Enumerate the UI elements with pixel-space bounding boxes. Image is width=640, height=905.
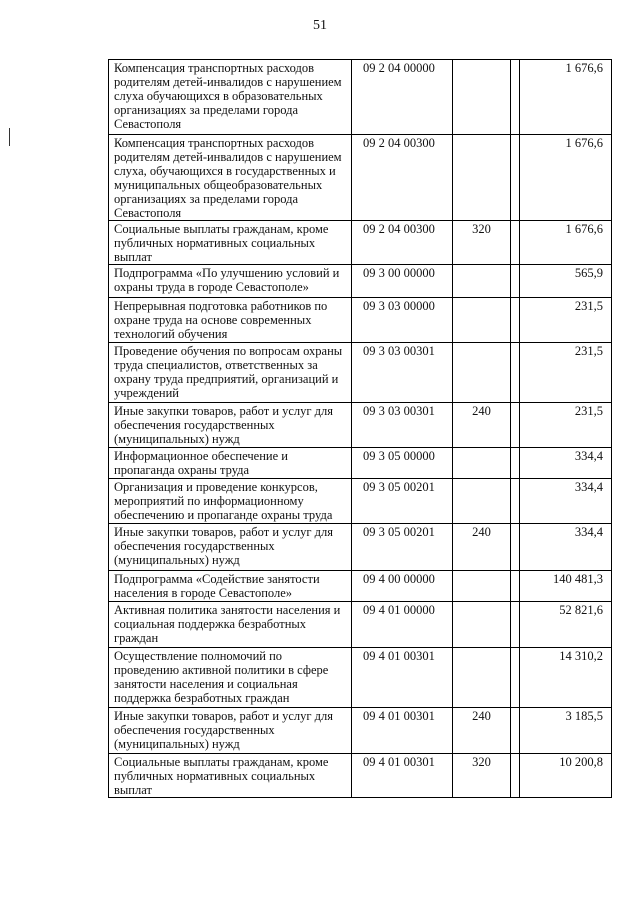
row-blank-cell xyxy=(511,221,520,265)
row-code: 09 4 01 00301 xyxy=(352,708,453,754)
row-blank-cell xyxy=(511,265,520,298)
row-expense-type: 320 xyxy=(453,221,511,265)
budget-table-body xyxy=(109,60,612,798)
row-amount: 14 310,2 xyxy=(520,648,612,708)
row-expense-type: 240 xyxy=(453,708,511,754)
row-expense-type xyxy=(453,602,511,648)
row-amount: 1 676,6 xyxy=(520,60,612,135)
table-row xyxy=(109,448,612,479)
table-row xyxy=(109,648,612,708)
row-expense-type xyxy=(453,648,511,708)
row-amount: 1 676,6 xyxy=(520,221,612,265)
row-code: 09 4 01 00301 xyxy=(352,648,453,708)
row-code: 09 3 00 00000 xyxy=(352,265,453,298)
row-name: Непрерывная подготовка работников по охране труда на основе современных технологий обучения xyxy=(109,298,352,343)
row-name: Иные закупки товаров, работ и услуг для обеспечения государственных (муниципальных) нужд xyxy=(109,708,352,754)
row-expense-type xyxy=(453,60,511,135)
row-amount: 334,4 xyxy=(520,524,612,571)
row-blank-cell xyxy=(511,448,520,479)
row-amount: 3 185,5 xyxy=(520,708,612,754)
table-row xyxy=(109,221,612,265)
row-blank-cell xyxy=(511,571,520,602)
row-blank-cell xyxy=(511,298,520,343)
row-code: 09 3 05 00201 xyxy=(352,524,453,571)
row-amount: 231,5 xyxy=(520,298,612,343)
margin-mark xyxy=(9,128,10,146)
row-expense-type xyxy=(453,298,511,343)
row-code: 09 2 04 00000 xyxy=(352,60,453,135)
row-blank-cell xyxy=(511,479,520,524)
row-blank-cell xyxy=(511,403,520,448)
table-row xyxy=(109,602,612,648)
row-expense-type: 320 xyxy=(453,754,511,798)
table-row xyxy=(109,343,612,403)
row-code: 09 2 04 00300 xyxy=(352,135,453,221)
row-name: Компенсация транспортных расходов родителям детей-инвалидов с нарушением слуха, обучающихся в государственных и муниципальных общеобразовательных организациях за пределами города Севастополя xyxy=(109,135,352,221)
row-blank-cell xyxy=(511,60,520,135)
row-amount: 231,5 xyxy=(520,343,612,403)
row-amount: 1 676,6 xyxy=(520,135,612,221)
budget-table xyxy=(108,59,612,798)
row-code: 09 3 05 00201 xyxy=(352,479,453,524)
row-code: 09 4 00 00000 xyxy=(352,571,453,602)
row-code: 09 4 01 00301 xyxy=(352,754,453,798)
row-code: 09 3 03 00301 xyxy=(352,403,453,448)
row-expense-type xyxy=(453,135,511,221)
row-amount: 52 821,6 xyxy=(520,602,612,648)
row-name: Подпрограмма «По улучшению условий и охраны труда в городе Севастополе» xyxy=(109,265,352,298)
row-blank-cell xyxy=(511,708,520,754)
table-row xyxy=(109,265,612,298)
table-row xyxy=(109,571,612,602)
row-expense-type xyxy=(453,479,511,524)
table-row xyxy=(109,60,612,135)
row-expense-type xyxy=(453,343,511,403)
row-name: Осуществление полномочий по проведению активной политики в сфере занятости населения и социальная поддержка безработных граждан xyxy=(109,648,352,708)
row-expense-type xyxy=(453,448,511,479)
table-row xyxy=(109,708,612,754)
table-row xyxy=(109,298,612,343)
row-code: 09 3 03 00301 xyxy=(352,343,453,403)
row-code: 09 4 01 00000 xyxy=(352,602,453,648)
row-amount: 334,4 xyxy=(520,448,612,479)
table-row xyxy=(109,754,612,798)
row-name: Организация и проведение конкурсов, мероприятий по информационному обеспечению и пропаганде охраны труда xyxy=(109,479,352,524)
row-blank-cell xyxy=(511,754,520,798)
row-blank-cell xyxy=(511,602,520,648)
row-name: Подпрограмма «Содействие занятости населения в городе Севастополе» xyxy=(109,571,352,602)
row-code: 09 3 03 00000 xyxy=(352,298,453,343)
table-row xyxy=(109,135,612,221)
row-amount: 140 481,3 xyxy=(520,571,612,602)
row-amount: 231,5 xyxy=(520,403,612,448)
row-name: Социальные выплаты гражданам, кроме публичных нормативных социальных выплат xyxy=(109,754,352,798)
page-number: 51 xyxy=(313,18,327,33)
row-name: Компенсация транспортных расходов родителям детей-инвалидов с нарушением слуха обучающихся в образовательных организациях за пределами города Севастополя xyxy=(109,60,352,135)
table-row xyxy=(109,524,612,571)
row-expense-type xyxy=(453,265,511,298)
row-code: 09 2 04 00300 xyxy=(352,221,453,265)
row-amount: 565,9 xyxy=(520,265,612,298)
row-blank-cell xyxy=(511,648,520,708)
table-row xyxy=(109,479,612,524)
row-blank-cell xyxy=(511,135,520,221)
row-amount: 10 200,8 xyxy=(520,754,612,798)
row-name: Активная политика занятости населения и социальная поддержка безработных граждан xyxy=(109,602,352,648)
row-blank-cell xyxy=(511,524,520,571)
row-code: 09 3 05 00000 xyxy=(352,448,453,479)
row-name: Информационное обеспечение и пропаганда охраны труда xyxy=(109,448,352,479)
row-amount: 334,4 xyxy=(520,479,612,524)
table-row xyxy=(109,403,612,448)
row-name: Иные закупки товаров, работ и услуг для обеспечения государственных (муниципальных) нужд xyxy=(109,524,352,571)
row-expense-type: 240 xyxy=(453,524,511,571)
row-blank-cell xyxy=(511,343,520,403)
row-name: Социальные выплаты гражданам, кроме публичных нормативных социальных выплат xyxy=(109,221,352,265)
row-expense-type xyxy=(453,571,511,602)
row-expense-type: 240 xyxy=(453,403,511,448)
row-name: Иные закупки товаров, работ и услуг для обеспечения государственных (муниципальных) нужд xyxy=(109,403,352,448)
row-name: Проведение обучения по вопросам охраны труда специалистов, ответственных за охрану труда предприятий, организаций и учреждений xyxy=(109,343,352,403)
